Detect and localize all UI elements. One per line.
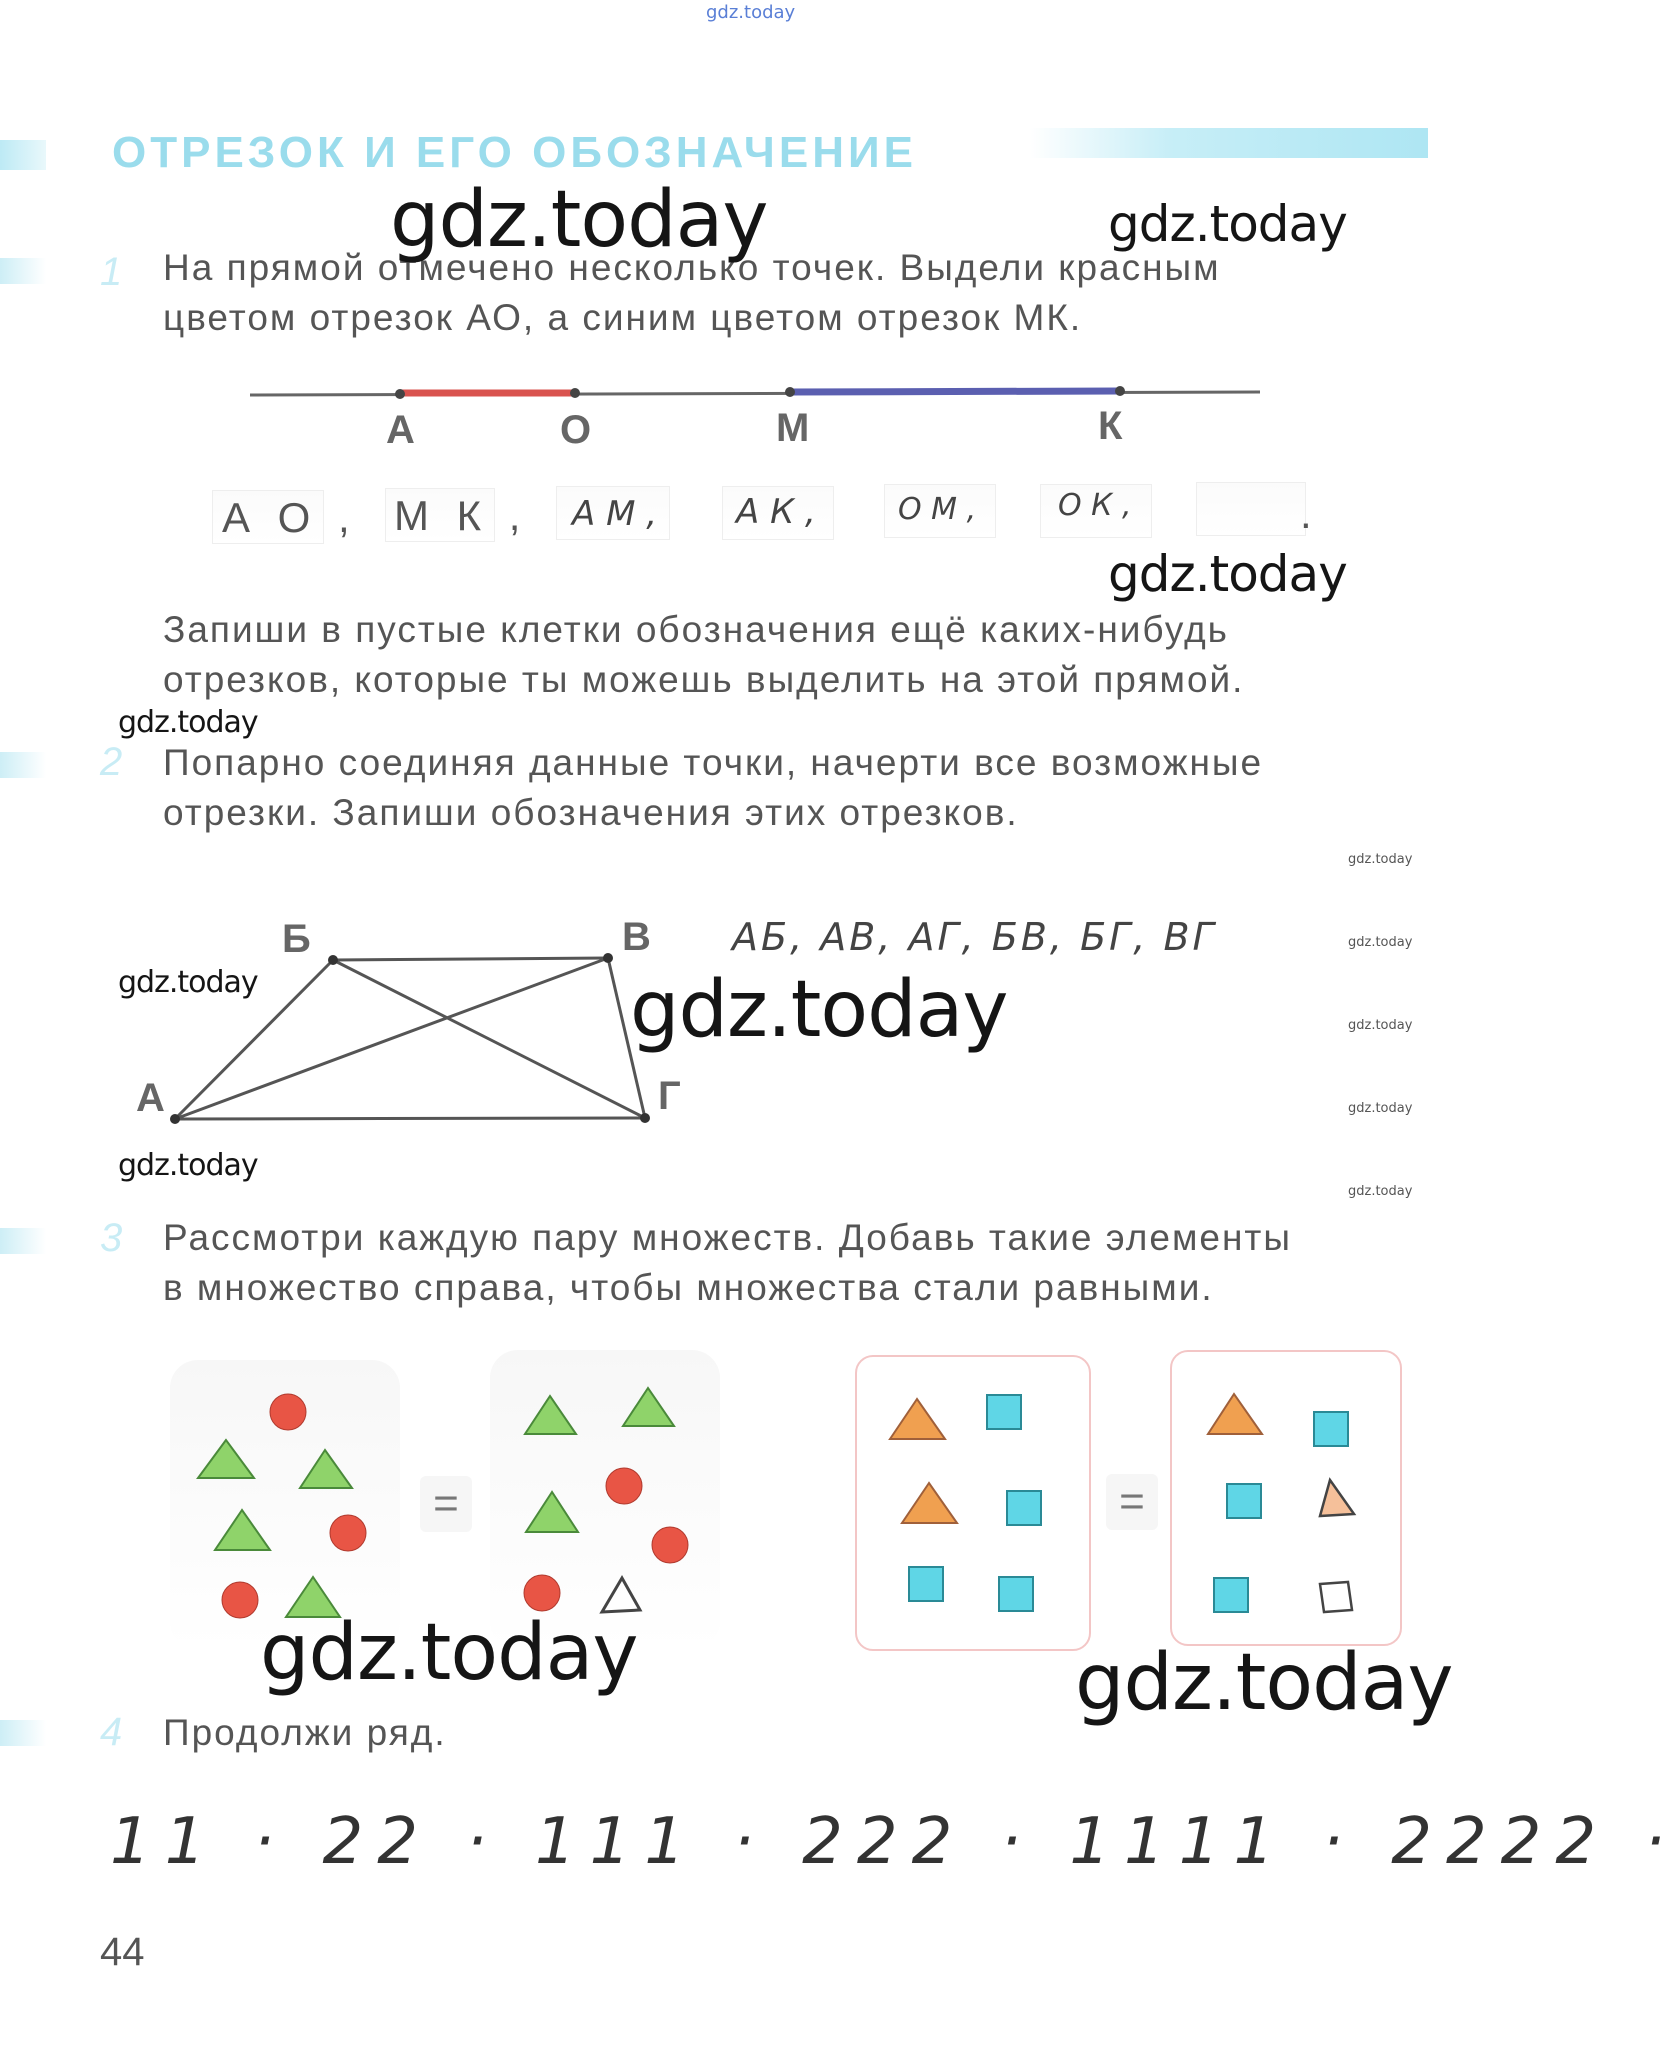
set-right-2-shapes (1172, 1352, 1400, 1644)
cell-end-period: . (1300, 490, 1320, 537)
watermark: gdz.today (118, 965, 258, 1000)
page-title: ОТРЕЗОК И ЕГО ОБОЗНАЧЕНИЕ (112, 128, 917, 177)
red-circle (524, 1575, 560, 1611)
cell-AO: А О , (222, 494, 358, 541)
watermark: gdz.today (260, 1608, 638, 1698)
green-triangle (300, 1450, 352, 1488)
label-A: А (386, 408, 415, 452)
set-left-2-shapes (857, 1357, 1089, 1649)
watermark: gdz.today (1348, 935, 1413, 950)
title-bar-right (1030, 128, 1428, 158)
task3-line-1: Рассмотри каждую пару множеств. Добавь такие элементы (163, 1217, 1292, 1258)
task2-line-1: Попарно соединяя данные точки, начерти все возможные (163, 742, 1264, 783)
number-sequence-handwritten: 11 · 22 · 111 · 222 · 1111 · 2222 · (110, 1805, 1679, 1879)
task-number-1: 1 (100, 250, 123, 294)
point-A (395, 389, 405, 399)
watermark: gdz.today (1108, 545, 1347, 603)
watermark: gdz.today (1348, 1184, 1413, 1199)
red-circle (652, 1527, 688, 1563)
task1-hint-line-2: отрезков, которые ты можешь выделить на этой прямой. (163, 659, 1245, 700)
task1-hint-line-1: Запиши в пустые клетки обозначения ещё каких-нибудь (163, 609, 1229, 650)
point-G (640, 1113, 650, 1123)
task4-line: Продолжи ряд. (163, 1712, 447, 1753)
point-O (570, 388, 580, 398)
green-triangle (198, 1440, 254, 1478)
label-O: О (560, 408, 592, 452)
task-number-2: 2 (100, 740, 123, 784)
cyan-square (909, 1567, 943, 1601)
green-triangle (526, 1492, 578, 1532)
equals-sign-2: = (1119, 1477, 1145, 1526)
task1-line-2: цветом отрезок АО, а синим цветом отрезок МК. (163, 297, 1083, 338)
cyan-square (999, 1577, 1033, 1611)
red-circle (222, 1582, 258, 1618)
task-number-3: 3 (100, 1216, 123, 1260)
equals-sign-1: = (433, 1479, 459, 1528)
watermark: gdz.today (1348, 1018, 1413, 1033)
red-circle (606, 1468, 642, 1504)
watermark: gdz.today (1348, 852, 1413, 867)
watermark: gdz.today (1108, 195, 1347, 253)
watermark: gdz.today (118, 705, 258, 740)
task2-answer-handwritten: АБ, АВ, АГ, БВ, БГ, ВГ (732, 915, 1217, 959)
label-A2: А (136, 1076, 165, 1120)
quadrilateral-diagram (150, 930, 680, 1130)
cyan-square (1314, 1412, 1348, 1446)
point-M (785, 387, 795, 397)
set-right-1-shapes (490, 1350, 720, 1650)
set-left-2 (855, 1355, 1091, 1651)
green-triangle (525, 1396, 576, 1434)
top-watermark: gdz.today (706, 2, 796, 23)
task-marker-1 (0, 258, 46, 284)
orange-triangle (890, 1399, 945, 1439)
watermark: gdz.today (118, 1148, 258, 1183)
cyan-square (1214, 1578, 1248, 1612)
label-K: К (1098, 404, 1123, 448)
watermark: gdz.today (1075, 1638, 1453, 1728)
segment-AG (175, 1118, 645, 1119)
cyan-square (1227, 1484, 1261, 1518)
green-triangle (215, 1510, 270, 1550)
point-V (603, 953, 613, 963)
task2-line-2: отрезки. Запиши обозначения этих отрезков. (163, 792, 1019, 833)
cell-box-7 (1196, 482, 1306, 536)
task1-text (163, 243, 1425, 343)
cell-AM-handwritten: А М , (572, 494, 658, 534)
segment-BG (333, 960, 645, 1118)
set-right-2 (1170, 1350, 1402, 1646)
cyan-square (987, 1395, 1021, 1429)
equals-box-1 (420, 1476, 472, 1532)
drawn-square (1320, 1582, 1352, 1612)
point-A2 (170, 1114, 180, 1124)
orange-triangle (1208, 1394, 1262, 1434)
title-bar-left (0, 140, 46, 170)
watermark: gdz.today (1348, 1101, 1413, 1116)
task2-text (163, 738, 1425, 838)
page-number: 44 (100, 1930, 145, 1974)
segment-MK-blue (790, 391, 1120, 392)
drawn-triangle (602, 1578, 640, 1612)
drawn-orange-triangle (1320, 1480, 1354, 1516)
cell-AK-handwritten: А К , (736, 492, 816, 532)
task1-line-1: На прямой отмечено несколько точек. Выдели красным (163, 247, 1221, 288)
task3-text (163, 1213, 1425, 1313)
red-circle (270, 1394, 306, 1430)
label-G: Г (658, 1074, 681, 1118)
segment-BV (333, 958, 608, 960)
set-left-1-shapes (170, 1360, 400, 1650)
task-marker-4 (0, 1720, 46, 1746)
cell-OM-handwritten: О М , (898, 492, 977, 527)
red-circle (330, 1515, 366, 1551)
point-B (328, 955, 338, 965)
orange-triangle (902, 1483, 957, 1523)
task1-hint (163, 605, 1425, 705)
label-V: В (622, 915, 651, 959)
task-number-4: 4 (100, 1710, 123, 1754)
label-M: М (776, 406, 810, 450)
cyan-square (1007, 1491, 1041, 1525)
watermark: gdz.today (630, 965, 1008, 1055)
set-right-1 (490, 1350, 720, 1650)
task-marker-2 (0, 752, 46, 778)
watermark: gdz.today (390, 175, 768, 265)
task3-line-2: в множество справа, чтобы множества стали равными. (163, 1267, 1214, 1308)
point-K (1115, 386, 1125, 396)
equals-box-2 (1106, 1474, 1158, 1530)
set-left-1 (170, 1360, 400, 1650)
cell-OK-handwritten: О К , (1058, 488, 1132, 523)
task-marker-3 (0, 1228, 46, 1254)
cell-MK: М К , (394, 492, 529, 539)
green-triangle (623, 1388, 674, 1426)
label-B: Б (282, 917, 311, 961)
